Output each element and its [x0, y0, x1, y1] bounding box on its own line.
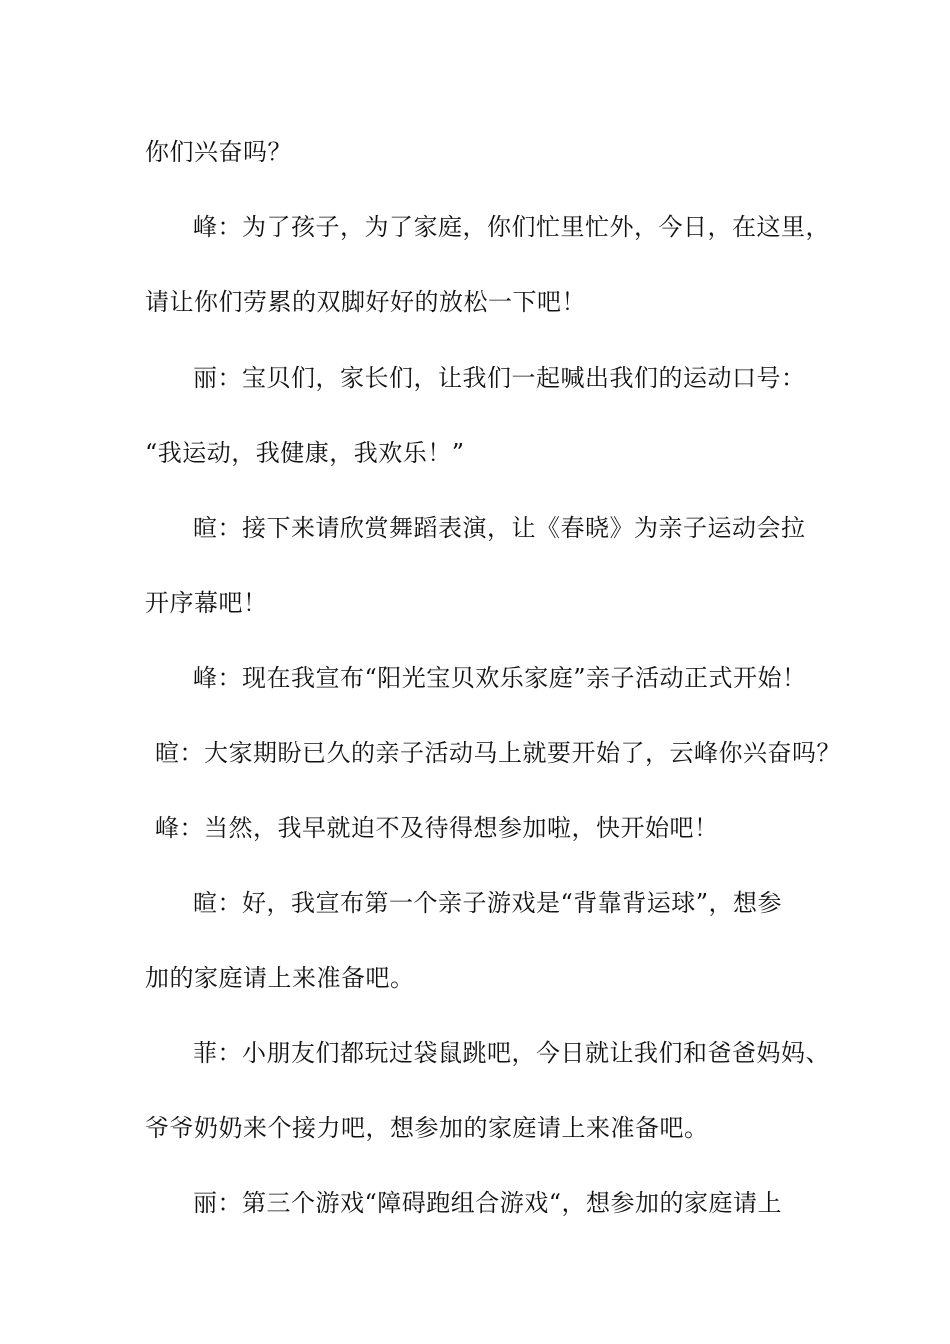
text-line: 你们兴奋吗？ — [145, 138, 292, 166]
text-line: 暄：好，我宣布第一个亲子游戏是“背靠背运球”，想参 — [193, 889, 783, 917]
text-line: 加的家庭请上来准备吧。 — [145, 964, 415, 992]
text-line: 峰：现在我宣布“阳光宝贝欢乐家庭”亲子活动正式开始！ — [193, 664, 807, 692]
text-line: 丽：宝贝们，家长们，让我们一起喊出我们的运动口号： — [193, 364, 806, 392]
text-line: 开序幕吧！ — [145, 589, 268, 617]
text-line: 请让你们劳累的双脚好好的放松一下吧！ — [145, 288, 586, 316]
text-line: 峰：为了孩子，为了家庭，你们忙里忙外，今日，在这里， — [193, 213, 830, 241]
text-line: 菲：小朋友们都玩过袋鼠跳吧，今日就让我们和爸爸妈妈、 — [193, 1039, 830, 1067]
text-line: 暄：接下来请欣赏舞蹈表演，让《春晓》为亲子运动会拉 — [193, 514, 806, 542]
text-line: 爷爷奶奶来个接力吧，想参加的家庭请上来准备吧。 — [145, 1114, 709, 1142]
text-line: 峰：当然，我早就迫不及待得想参加啦，快开始吧！ — [155, 814, 719, 842]
text-line: 丽：第三个游戏“障碍跑组合游戏“，想参加的家庭请上 — [193, 1189, 783, 1217]
text-line: “我运动，我健康，我欢乐！” — [145, 439, 465, 467]
text-line: 暄：大家期盼已久的亲子活动马上就要开始了，云峰你兴奋吗？ — [155, 739, 841, 767]
